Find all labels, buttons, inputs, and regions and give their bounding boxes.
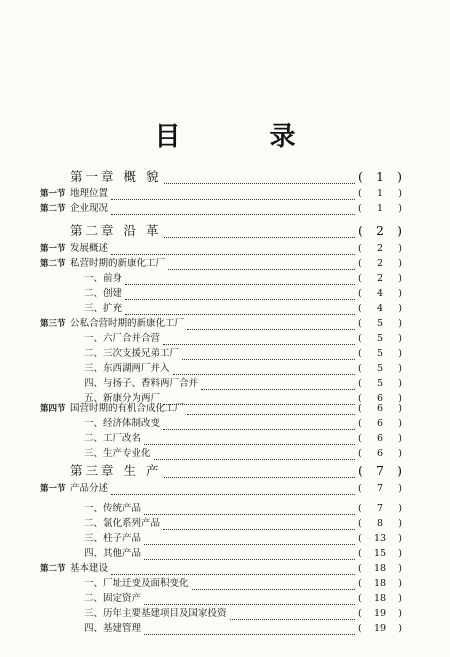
toc-entry-row — [40, 316, 402, 332]
toc-page-number: ( 4 ) — [358, 286, 402, 302]
toc-leader-dots — [144, 504, 355, 515]
toc-page-value: 6 — [376, 393, 384, 404]
toc-leader-dots — [144, 624, 355, 635]
toc-page-value: 5 — [376, 318, 384, 329]
toc-entry-text: 地理位置 — [70, 188, 109, 199]
toc-leader-dots — [187, 404, 355, 415]
toc-page-value: 6 — [376, 403, 384, 414]
toc-entry-row — [40, 256, 402, 272]
toc-entry-row — [40, 621, 402, 637]
toc-page-value: 2 — [376, 223, 384, 238]
toc-entry-row — [40, 416, 402, 432]
toc-entry-text: 三、柱子产品 — [84, 533, 142, 544]
toc-page-value: 6 — [376, 418, 384, 429]
toc-entry-row — [40, 546, 402, 562]
toc-page-number: ( 18 ) — [358, 591, 402, 607]
toc-page-number: ( 4 ) — [358, 301, 402, 317]
toc-leader-dots — [201, 379, 355, 390]
toc-section-label: 第三节 — [40, 319, 66, 329]
toc-leader-dots — [125, 304, 355, 315]
toc-page-value: 13 — [373, 533, 387, 544]
toc-page-number: ( 1 ) — [358, 201, 402, 217]
toc-entry-text: 三、历年主要基建项目及国家投资 — [84, 608, 227, 619]
toc-entry-row — [40, 301, 402, 317]
toc-entry-text: 国营时期的有机合成化工厂 — [70, 403, 185, 414]
toc-page-number: ( 2 ) — [358, 241, 402, 257]
toc-leader-dots — [144, 594, 355, 605]
toc-page-number: ( 5 ) — [358, 346, 402, 362]
toc-entry-text: 四、与扬子、香料两厂合并 — [84, 378, 199, 389]
toc-leader-dots — [187, 319, 355, 330]
toc-page-number: ( 2 ) — [358, 221, 402, 241]
toc-page-number: ( 5 ) — [358, 331, 402, 347]
toc-entry-row — [40, 576, 402, 592]
toc-entry-row — [40, 591, 402, 607]
toc-page-number: ( 5 ) — [358, 316, 402, 332]
toc-page-value: 4 — [376, 288, 384, 299]
toc-page-number: ( 2 ) — [358, 271, 402, 287]
toc-page-value: 1 — [376, 203, 384, 214]
toc-entry-row — [40, 481, 402, 497]
toc-page-value: 5 — [376, 363, 384, 374]
toc-page-number: ( 18 ) — [358, 561, 402, 577]
toc-entry-row — [40, 561, 402, 577]
toc-page-number: ( 5 ) — [358, 361, 402, 377]
toc-entry-text: 三、生产专业化 — [84, 448, 151, 459]
toc-chapter-row — [40, 461, 402, 481]
toc-page-number: ( 15 ) — [358, 546, 402, 562]
toc-entry-text: 四、基建管理 — [84, 623, 142, 634]
toc-entry-row — [40, 501, 402, 517]
toc-page-number: ( 1 ) — [358, 167, 402, 187]
toc-page-value: 5 — [376, 348, 384, 359]
toc-leader-dots — [230, 609, 355, 620]
toc-entry-row — [40, 516, 402, 532]
toc-entry-row — [40, 201, 402, 217]
toc-page-number: ( 7 ) — [358, 501, 402, 517]
toc-page-value: 18 — [373, 593, 387, 604]
toc-section-label: 第二节 — [40, 259, 66, 269]
toc-entry-row — [40, 286, 402, 302]
toc-page-value: 18 — [373, 578, 387, 589]
toc-page-value: 1 — [376, 169, 384, 184]
toc-leader-dots — [163, 334, 355, 345]
toc-leader-dots — [111, 244, 355, 255]
toc-page-number: ( 18 ) — [358, 576, 402, 592]
toc-page-value: 15 — [373, 548, 387, 559]
toc-leader-dots — [144, 534, 355, 545]
toc-page-number: ( 13 ) — [358, 531, 402, 547]
toc-page-value: 2 — [376, 258, 384, 269]
toc-entry-text: 第二章 沿 革 — [70, 223, 162, 238]
toc-page-number: ( 1 ) — [358, 186, 402, 202]
toc-page-value: 19 — [373, 623, 387, 634]
toc-section-label: 第一节 — [40, 244, 66, 254]
page-title: 目 录 — [154, 122, 336, 152]
toc-entry-text: 五、新康分为两厂 — [84, 393, 161, 404]
toc-section-label: 第一节 — [40, 189, 66, 199]
toc-leader-dots — [163, 519, 355, 530]
toc-page-value: 2 — [376, 273, 384, 284]
toc-page-number: ( 19 ) — [358, 621, 402, 637]
toc-page-value: 8 — [376, 518, 384, 529]
toc-page-number: ( 6 ) — [358, 446, 402, 462]
toc-leader-dots — [111, 484, 355, 495]
toc-entry-row — [40, 361, 402, 377]
toc-entry-text: 一、厂址迁变及面积变化 — [84, 578, 189, 589]
toc-entry-text: 一、经济体制改变 — [84, 418, 161, 429]
toc-leader-dots — [182, 349, 355, 360]
toc-entry-text: 一、前身 — [84, 273, 123, 284]
toc-entry-text: 三、扩充 — [84, 303, 123, 314]
toc-entry-row — [40, 606, 402, 622]
toc-page-value: 7 — [376, 463, 384, 478]
toc-entry-row — [40, 446, 402, 462]
toc-leader-dots — [163, 419, 355, 430]
toc-section-label: 第四节 — [40, 404, 66, 414]
toc-leader-dots — [111, 189, 355, 200]
toc-leader-dots — [164, 171, 355, 184]
toc-entry-row — [40, 531, 402, 547]
toc-page-number: ( 6 ) — [358, 401, 402, 417]
toc-chapter-row — [40, 167, 402, 187]
toc-entry-text: 一、传统产品 — [84, 503, 142, 514]
toc-entry-row — [40, 431, 402, 447]
toc-page-value: 1 — [376, 188, 384, 199]
toc-leader-dots — [125, 289, 355, 300]
toc-entry-text: 二、固定资产 — [84, 593, 142, 604]
toc-entry-text: 二、三次支援兄弟工厂 — [84, 348, 180, 359]
toc-leader-dots — [144, 434, 355, 445]
toc-page-number: ( 7 ) — [358, 461, 402, 481]
toc-entry-row — [40, 241, 402, 257]
toc-entry-row — [40, 346, 402, 362]
toc-entry-row — [40, 401, 402, 417]
toc-page-value: 6 — [376, 433, 384, 444]
toc-leader-dots — [192, 579, 355, 590]
toc-entry-text: 二、创建 — [84, 288, 123, 299]
toc-entry-row — [40, 331, 402, 347]
toc-entry-text: 一、六厂合并合营 — [84, 333, 161, 344]
toc-page-number: ( 8 ) — [358, 516, 402, 532]
toc-page-value: 5 — [376, 378, 384, 389]
toc-page-value: 7 — [376, 503, 384, 514]
toc-entry-row — [40, 376, 402, 392]
toc-leader-dots — [111, 204, 355, 215]
toc-leader-dots — [125, 274, 355, 285]
toc-entry-text: 第三章 生 产 — [70, 463, 162, 478]
toc-entry-row — [40, 271, 402, 287]
toc-page-number: ( 6 ) — [358, 431, 402, 447]
toc-section-label: 第二节 — [40, 564, 66, 574]
toc-page-number: ( 2 ) — [358, 256, 402, 272]
toc-page-number: ( 5 ) — [358, 376, 402, 392]
toc-entry-text: 企业现况 — [70, 203, 109, 214]
toc-entry-text: 产品分述 — [70, 483, 109, 494]
toc-entry-text: 基本建设 — [70, 563, 109, 574]
toc-leader-dots — [164, 225, 355, 238]
toc-page-value: 2 — [376, 243, 384, 254]
toc-section-label: 第一节 — [40, 484, 66, 494]
toc-entry-row — [40, 186, 402, 202]
toc-leader-dots — [144, 549, 355, 560]
toc-page-number: ( 7 ) — [358, 481, 402, 497]
toc-page-value: 7 — [376, 483, 384, 494]
toc-entry-text: 二、氯化系列产品 — [84, 518, 161, 529]
toc-entry-text: 第一章 概 貌 — [70, 169, 162, 184]
toc-entry-text: 发展概述 — [70, 243, 109, 254]
toc-entry-text: 三、东西湖两厂并入 — [84, 363, 170, 374]
toc-section-label: 第二节 — [40, 204, 66, 214]
toc-page-value: 19 — [373, 608, 387, 619]
toc-entry-text: 四、其他产品 — [84, 548, 142, 559]
toc-leader-dots — [168, 259, 355, 270]
toc-page-value: 4 — [376, 303, 384, 314]
toc-page-number: ( 19 ) — [358, 606, 402, 622]
toc-leader-dots — [173, 364, 355, 375]
toc-chapter-row — [40, 221, 402, 241]
toc-page-value: 5 — [376, 333, 384, 344]
toc-page-value: 18 — [373, 563, 387, 574]
toc-entry-text: 公私合营时期的新康化工厂 — [70, 318, 185, 329]
toc-leader-dots — [164, 465, 355, 478]
toc-leader-dots — [111, 564, 355, 575]
toc-page-number: ( 6 ) — [358, 391, 402, 407]
toc-entry-text: 二、工厂改名 — [84, 433, 142, 444]
toc-leader-dots — [154, 449, 355, 460]
toc-page-value: 6 — [376, 448, 384, 459]
toc-entry-text: 私营时期的新康化工厂 — [70, 258, 166, 269]
toc-page-number: ( 6 ) — [358, 416, 402, 432]
